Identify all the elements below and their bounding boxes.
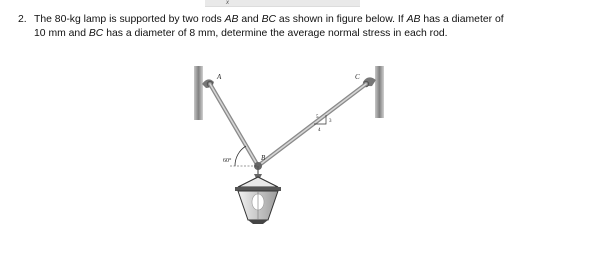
rod-ab-ref: AB — [406, 14, 421, 25]
angle-label: 60° — [223, 158, 232, 164]
label-b: B — [261, 154, 266, 162]
problem-line-1 — [34, 13, 593, 27]
problem-statement — [18, 13, 593, 41]
label-c: C — [355, 73, 360, 81]
text-segment: and — [238, 14, 262, 25]
lamp-diagram — [188, 60, 408, 240]
slope-rise-label: 3 — [329, 119, 332, 124]
rod-ab-ref: AB — [224, 14, 239, 25]
rod-ab-highlight — [210, 84, 258, 166]
problem-number: 2. — [18, 14, 27, 25]
rod-bc-ref: BC — [261, 14, 277, 25]
label-a: A — [217, 73, 222, 81]
problem-line-2 — [34, 27, 593, 41]
lamp-figure — [188, 60, 408, 240]
rod-bc-highlight — [258, 84, 366, 166]
rod-bc-ref: BC — [88, 28, 104, 39]
text-segment: The 80-kg lamp is supported by two rods — [34, 14, 225, 25]
text-segment: has a diameter of — [420, 14, 504, 25]
lamp — [235, 174, 281, 224]
left-wall — [194, 66, 203, 120]
top-fragment-mark: x — [226, 0, 229, 6]
slope-run-label: 4 — [318, 128, 321, 133]
right-wall — [375, 66, 384, 118]
angle-arc — [235, 146, 246, 166]
text-segment: as shown in figure below. If — [276, 14, 407, 25]
text-segment: has a diameter of 8 mm, determine the average normal stress in each rod. — [103, 28, 448, 39]
text-segment: 10 mm and — [34, 28, 89, 39]
slope-hyp-label: 5 — [316, 115, 319, 120]
